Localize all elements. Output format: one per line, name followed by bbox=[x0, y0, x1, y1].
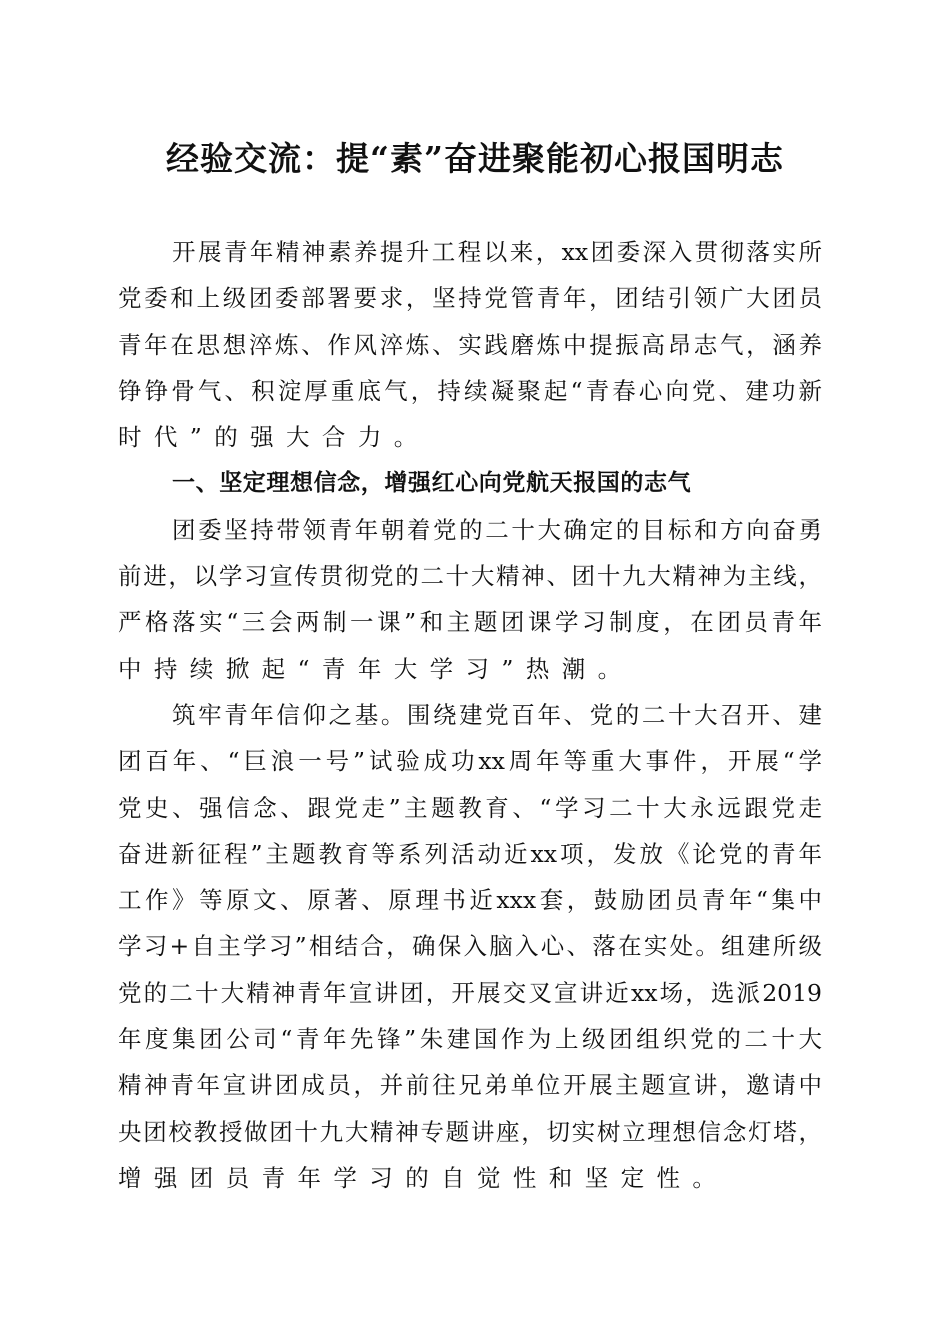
text-line: 时代”的强大合力。 bbox=[118, 423, 430, 452]
text-line: 党委和上级团委部署要求，坚持党管青年，团结引领广大团员 bbox=[118, 284, 822, 313]
text-line: 前进，以学习宣传贯彻党的二十大精神、团十九大精神为主线， bbox=[118, 562, 822, 591]
text-line: 党史、强信念、跟党走”主题教育、“学习二十大永远跟党走 bbox=[118, 793, 822, 822]
text-line: 年度集团公司“青年先锋”朱建国作为上级团组织党的二十大 bbox=[118, 1025, 822, 1054]
text-line: 学习+自主学习”相结合，确保入脑入心、落在实处。组建所级 bbox=[118, 932, 822, 961]
paragraph bbox=[118, 507, 822, 692]
text-line: 精神青年宣讲团成员，并前往兄弟单位开展主题宣讲，邀请中 bbox=[118, 1071, 822, 1100]
text-line: 开展青年精神素养提升工程以来，xx团委深入贯彻落实所 bbox=[172, 238, 822, 266]
paragraph bbox=[118, 692, 822, 1201]
text-line: 铮铮骨气、积淀厚重底气，持续凝聚起“青春心向党、建功新 bbox=[118, 376, 822, 405]
text-line: 奋进新征程”主题教育等系列活动近xx项，发放《论党的青年 bbox=[118, 839, 822, 868]
text-line: 团百年、“巨浪一号”试验成功xx周年等重大事件，开展“学 bbox=[118, 747, 822, 776]
text-line: 团委坚持带领青年朝着党的二十大确定的目标和方向奋勇 bbox=[172, 515, 822, 544]
text-line: 增强团员青年学习的自觉性和坚定性。 bbox=[118, 1163, 729, 1192]
paragraph-intro bbox=[118, 229, 822, 460]
text-line: 工作》等原文、原著、原理书近xxx套，鼓励团员青年“集中 bbox=[118, 886, 822, 915]
text-line: 央团校教授做团十九大精神专题讲座，切实树立理想信念灯塔， bbox=[118, 1117, 822, 1146]
section-heading bbox=[118, 460, 822, 506]
text-line: 青年在思想淬炼、作风淬炼、实践磨炼中提振高昂志气，涵养 bbox=[118, 330, 822, 359]
text-line: 中持续掀起“青年大学习”热潮。 bbox=[118, 654, 634, 683]
text-line: 严格落实“三会两制一课”和主题团课学习制度，在团员青年 bbox=[118, 608, 822, 637]
text-line: 党的二十大精神青年宣讲团，开展交叉宣讲近xx场，选派2019 bbox=[118, 978, 822, 1007]
document-body bbox=[118, 229, 822, 1201]
document-title: 经验交流：提“素”奋进聚能初心报国明志 bbox=[166, 139, 784, 178]
text-line: 筑牢青年信仰之基。围绕建党百年、党的二十大召开、建 bbox=[172, 700, 822, 729]
section-heading-text: 一、坚定理想信念，增强红心向党航天报国的志气 bbox=[172, 470, 692, 497]
